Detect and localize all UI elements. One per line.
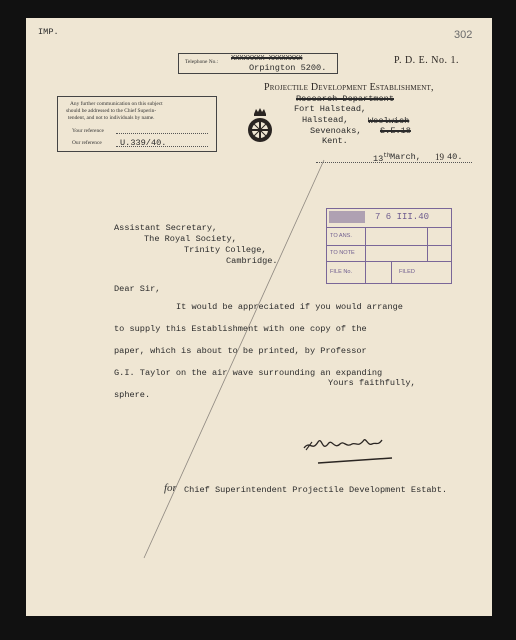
corner-reference: IMP. bbox=[38, 27, 59, 37]
stamp-date: 7 6 III.40 bbox=[375, 212, 430, 222]
address-line-4: Kent. bbox=[322, 136, 348, 146]
telephone-struck-number: XXXXXXXX XXXXXXXX bbox=[231, 55, 303, 63]
address-line-1: Fort Halstead, bbox=[294, 104, 367, 114]
body-line-3: paper, which is about to be printed, by Professor bbox=[114, 346, 367, 356]
address-line-2: Halstead, bbox=[302, 115, 349, 125]
letter-page bbox=[26, 18, 492, 616]
recipient-line-1: Assistant Secretary, bbox=[114, 223, 218, 233]
recipient-line-2: The Royal Society, bbox=[144, 234, 237, 244]
struck-department: Research Department bbox=[296, 94, 394, 104]
our-reference-label: Our reference bbox=[72, 140, 102, 146]
stamp-filed: FILED bbox=[399, 269, 415, 275]
salutation: Dear Sir, bbox=[114, 284, 161, 294]
your-reference-label: Your reference bbox=[72, 128, 104, 134]
body-line-4: G.I. Taylor on the air wave surrounding an expanding bbox=[114, 368, 383, 378]
body-line-1: It would be appreciated if you would arrange bbox=[176, 302, 403, 312]
closing: Yours faithfully, bbox=[328, 378, 416, 388]
recipient-line-4: Cambridge. bbox=[226, 256, 278, 266]
telephone-label: Telephone No.: bbox=[185, 59, 219, 65]
address-line-3: Sevenoaks, bbox=[310, 126, 362, 136]
date-day-number: 13 bbox=[373, 153, 384, 164]
struck-town: Woolwich bbox=[368, 116, 410, 126]
stamp-to-note: TO NOTE bbox=[330, 250, 355, 256]
signoff-prefix: for bbox=[164, 482, 177, 494]
diagonal-pencil-line bbox=[26, 18, 492, 616]
date-day-suffix: th bbox=[383, 152, 391, 159]
notice-line-2: should be addressed to the Chief Superin- bbox=[66, 108, 157, 114]
date-year: 40. bbox=[447, 152, 463, 162]
our-reference-value: U.339/40. bbox=[120, 138, 167, 148]
recipient-line-3: Trinity College, bbox=[184, 245, 267, 255]
body-line-5: sphere. bbox=[114, 390, 151, 400]
signoff-title: Chief Superintendent Projectile Development Estabt. bbox=[184, 485, 448, 495]
page-number: 302 bbox=[454, 29, 473, 41]
body-line-2: to supply this Establishment with one copy of the bbox=[114, 324, 367, 334]
stamp-file-number: FILE No. bbox=[330, 269, 353, 275]
struck-postcode: S.E.18 bbox=[380, 126, 411, 136]
notice-line-1: Any further communication on this subject bbox=[70, 101, 163, 107]
organisation-name: Projectile Development Establishment, bbox=[264, 82, 434, 93]
form-code: P. D. E. No. 1. bbox=[394, 55, 460, 66]
date-month: March, bbox=[390, 152, 421, 162]
telephone-number: Orpington 5200. bbox=[249, 63, 327, 73]
date-year-prefix: 19 bbox=[435, 152, 444, 162]
stamp-to-answer: TO ANS. bbox=[330, 233, 352, 239]
notice-line-3: tendent, and not to individuals by name. bbox=[68, 115, 155, 121]
